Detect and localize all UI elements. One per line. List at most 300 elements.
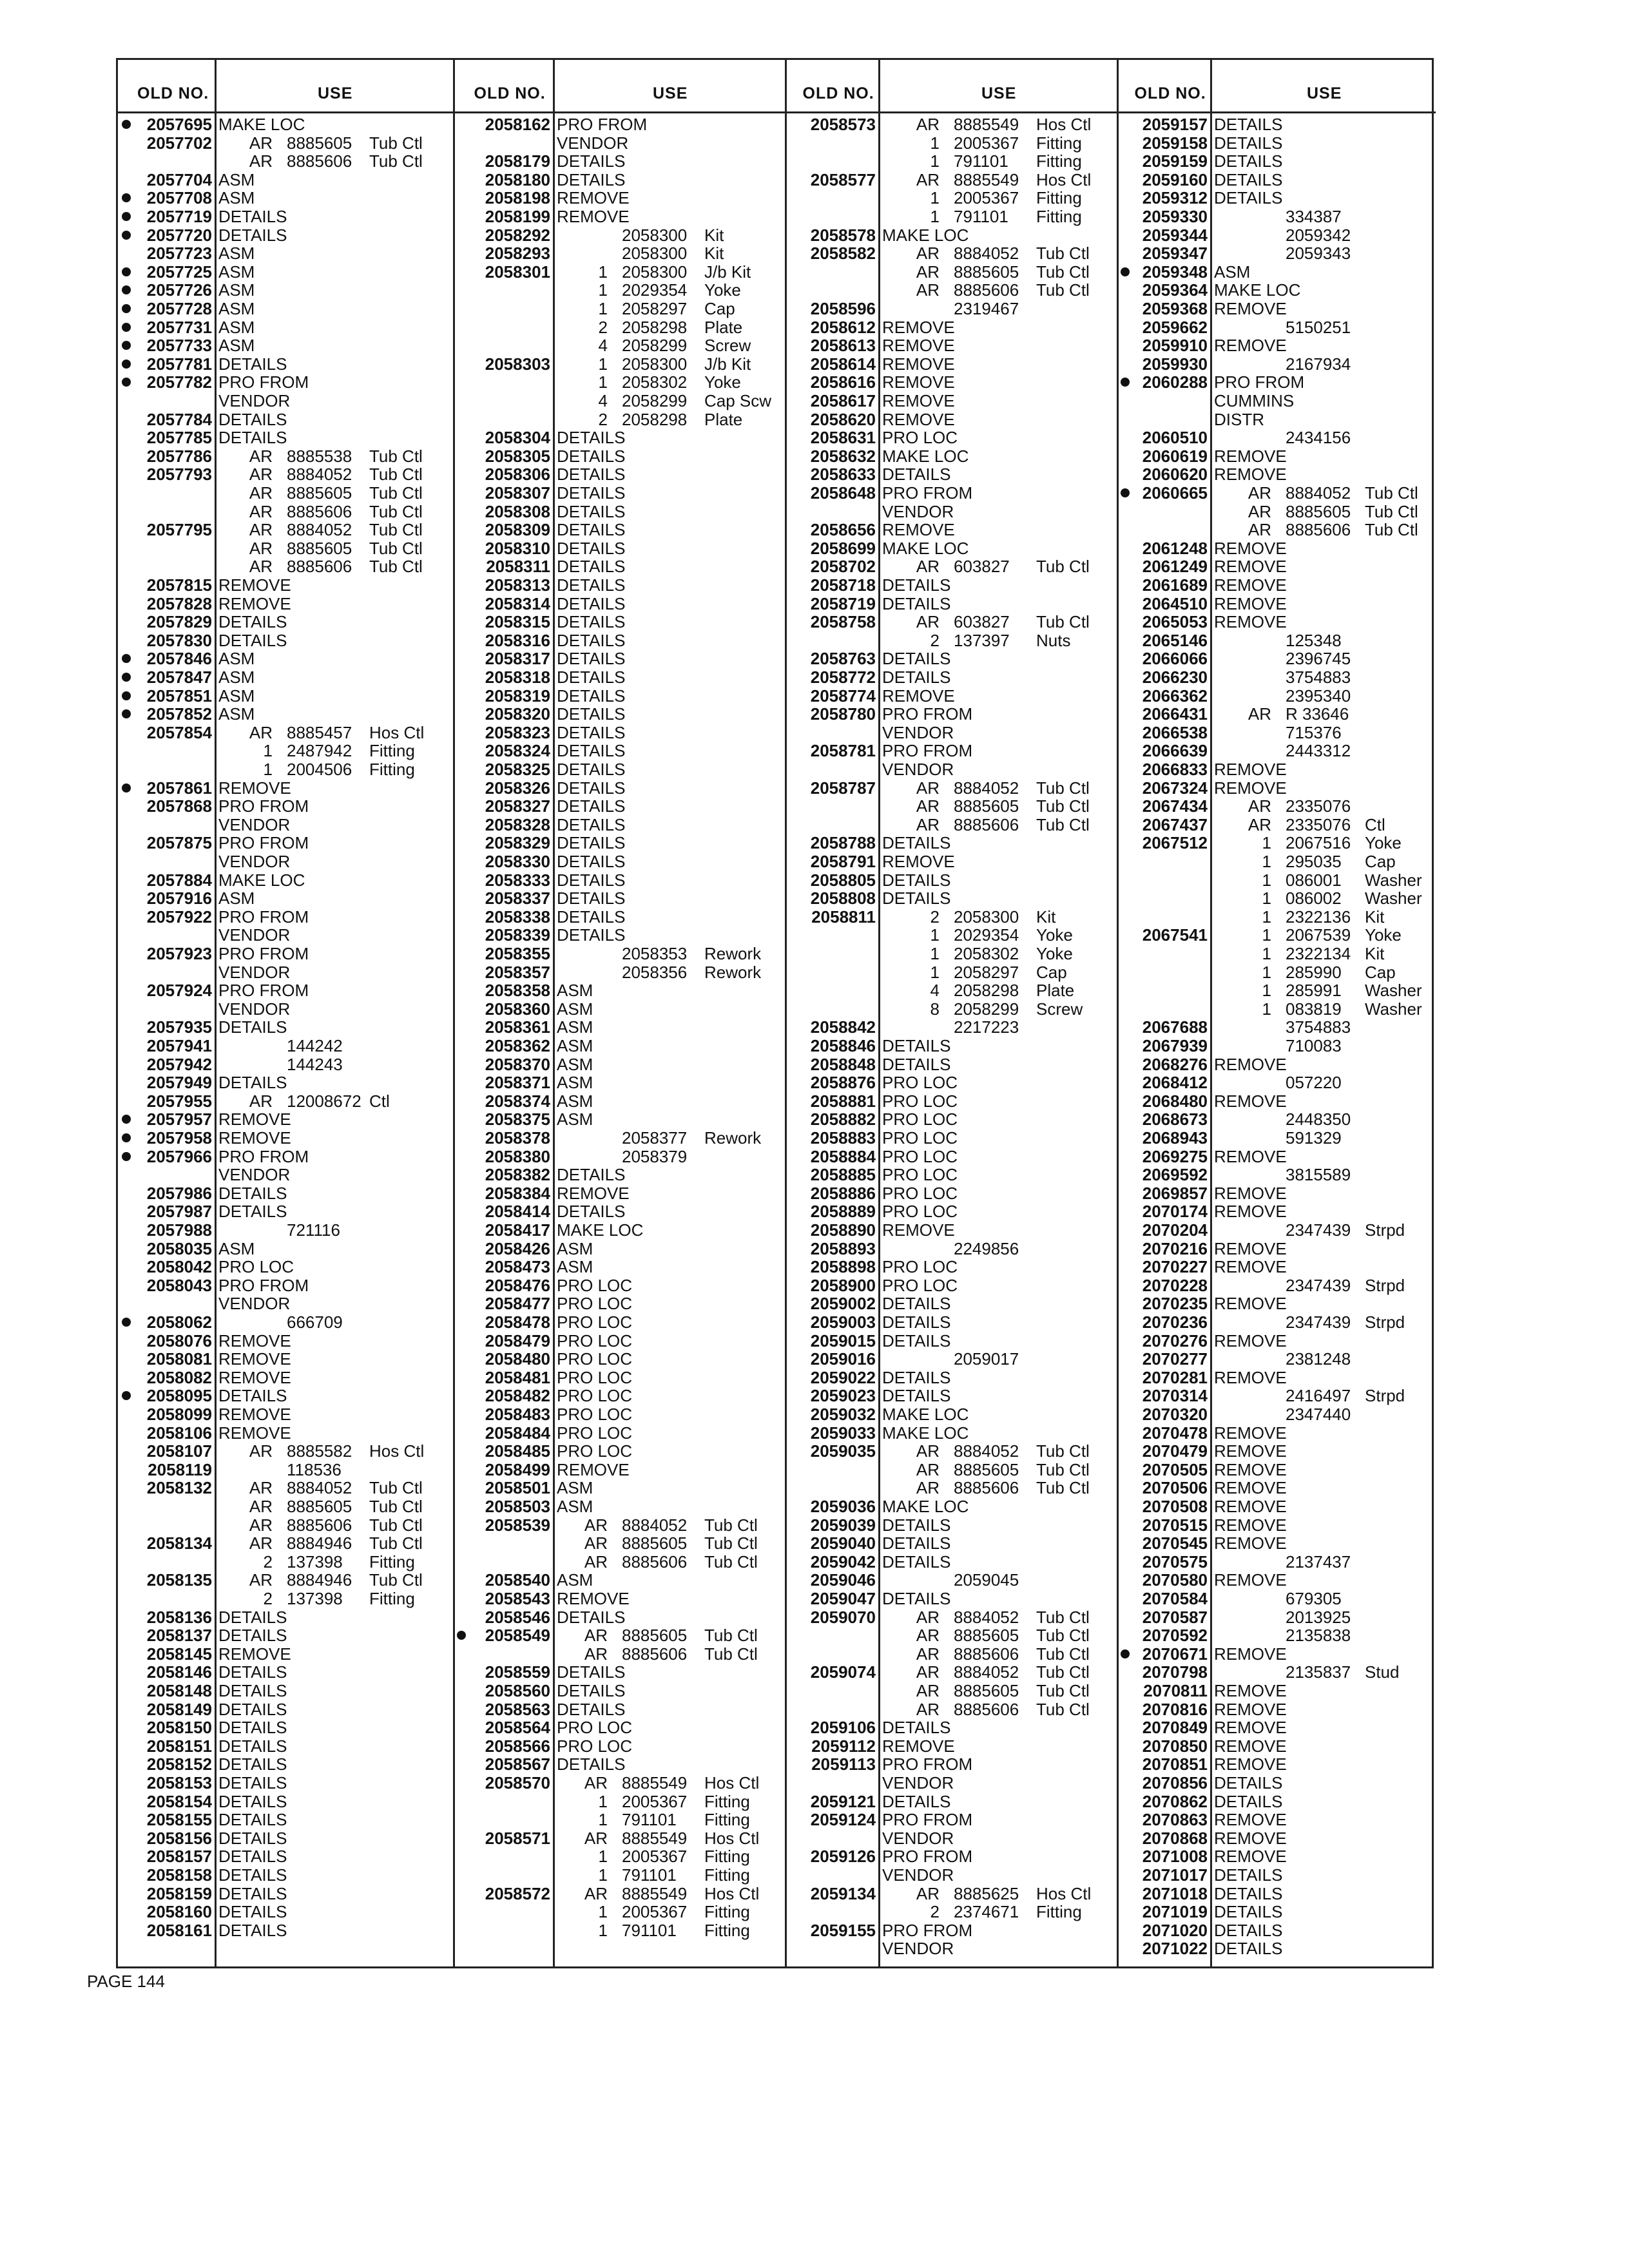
table-row xyxy=(118,1110,453,1129)
use-code: MAKE LOC xyxy=(882,1405,969,1424)
table-row xyxy=(1117,1387,1436,1405)
use-code: DETAILS xyxy=(882,889,951,908)
use-code: DETAILS xyxy=(882,649,951,669)
quantity: 4 xyxy=(598,336,608,356)
old-part-number: 2058180 xyxy=(485,169,550,189)
part-description: Hos Ctl xyxy=(1036,169,1092,189)
use-code: REMOVE xyxy=(557,1183,630,1203)
use-code: PRO LOC xyxy=(218,1257,294,1277)
table-row xyxy=(1117,1939,1436,1958)
quantity: 1 xyxy=(930,188,940,208)
table-row xyxy=(1117,1479,1436,1497)
table-row xyxy=(785,1405,1117,1424)
use-code: ASM xyxy=(557,1073,593,1093)
table-column xyxy=(1117,60,1436,1966)
old-part-number: 2058162 xyxy=(485,115,550,134)
quantity: 1 xyxy=(930,207,940,226)
use-code: PRO FROM xyxy=(218,944,309,963)
table-row xyxy=(785,926,1117,945)
use-code: REMOVE xyxy=(1214,336,1287,356)
table-row xyxy=(453,576,785,595)
new-part-number: 8885606 xyxy=(287,501,352,521)
new-part-number: 8885606 xyxy=(287,557,352,577)
table-row xyxy=(453,1921,785,1940)
quantity: AR xyxy=(249,557,273,577)
use-code: DETAILS xyxy=(882,1386,951,1406)
part-description: Rework xyxy=(704,944,762,963)
part-description: Tub Ctl xyxy=(369,483,423,503)
table-row xyxy=(118,945,453,963)
part-description: Plate xyxy=(704,317,743,337)
new-part-number: 8884052 xyxy=(287,520,352,540)
new-part-number: 715376 xyxy=(1286,722,1342,742)
table-row xyxy=(785,908,1117,927)
table-row xyxy=(453,1221,785,1240)
old-part-number: 2058150 xyxy=(146,1718,212,1738)
table-row xyxy=(785,649,1117,668)
part-description: Cap xyxy=(1365,852,1396,871)
table-row xyxy=(1117,926,1436,945)
use-code: PRO LOC xyxy=(557,1405,633,1424)
old-part-number: 2058371 xyxy=(485,1073,550,1093)
table-row xyxy=(453,373,785,392)
bullet-icon xyxy=(122,378,131,387)
old-part-number: 2059160 xyxy=(1142,169,1208,189)
table-row xyxy=(785,1110,1117,1129)
use-code: DETAILS xyxy=(218,225,287,245)
header-divider xyxy=(215,60,217,111)
quantity: AR xyxy=(249,1478,273,1498)
use-code: DETAILS xyxy=(557,1662,626,1682)
old-part-number: 2058198 xyxy=(485,188,550,208)
use-code: VENDOR xyxy=(218,999,291,1019)
use-code: REMOVE xyxy=(1214,575,1287,595)
table-row xyxy=(785,871,1117,890)
table-row xyxy=(453,226,785,245)
old-part-number: 2058484 xyxy=(485,1423,550,1443)
old-part-number: 2057846 xyxy=(146,649,212,669)
quantity: 2 xyxy=(930,630,940,650)
new-part-number: 2004506 xyxy=(287,760,352,779)
table-row xyxy=(453,631,785,650)
table-row xyxy=(118,631,453,650)
use-code: REMOVE xyxy=(1214,1257,1287,1277)
old-part-number: 2058566 xyxy=(485,1736,550,1756)
quantity: 1 xyxy=(598,354,608,374)
quantity: AR xyxy=(584,1515,608,1535)
old-part-number: 2057782 xyxy=(146,372,212,392)
table-row xyxy=(118,1885,453,1903)
quantity: 1 xyxy=(263,741,273,761)
old-part-number: 2070479 xyxy=(1142,1441,1208,1461)
quantity: 1 xyxy=(598,280,608,300)
old-part-number: 2058788 xyxy=(810,833,876,853)
old-part-number: 2058149 xyxy=(146,1699,212,1719)
bullet-icon xyxy=(122,120,131,129)
table-row xyxy=(1117,171,1436,189)
header-divider xyxy=(553,60,555,111)
part-description: Tub Ctl xyxy=(369,501,423,521)
table-row xyxy=(1117,1258,1436,1276)
quantity: AR xyxy=(584,1533,608,1553)
old-part-number: 2058324 xyxy=(485,741,550,761)
table-row xyxy=(785,1663,1117,1682)
use-code: DETAILS xyxy=(218,1754,287,1774)
use-code: PRO LOC xyxy=(882,1073,958,1093)
table-row xyxy=(118,521,453,539)
use-code: REMOVE xyxy=(1214,778,1287,798)
quantity: AR xyxy=(249,483,273,503)
old-part-number: 2057941 xyxy=(146,1036,212,1055)
old-part-number: 2058612 xyxy=(810,317,876,337)
old-part-number: 2057851 xyxy=(146,686,212,706)
old-part-number: 2058414 xyxy=(485,1202,550,1222)
use-code: MAKE LOC xyxy=(218,115,305,134)
table-row xyxy=(785,1792,1117,1811)
old-part-number: 2058082 xyxy=(146,1367,212,1387)
table-row xyxy=(1117,1073,1436,1092)
old-part-number: 2058382 xyxy=(485,1165,550,1185)
old-part-number: 2058328 xyxy=(485,814,550,834)
part-description: Fitting xyxy=(369,1552,415,1571)
table-row xyxy=(1117,465,1436,484)
table-row xyxy=(118,226,453,245)
old-part-number: 2058337 xyxy=(485,889,550,908)
old-part-number: 2059134 xyxy=(810,1883,876,1903)
old-part-number: 2070862 xyxy=(1142,1791,1208,1811)
quantity: 1 xyxy=(930,151,940,171)
old-part-number: 2058473 xyxy=(485,1257,550,1277)
table-row xyxy=(785,889,1117,908)
new-part-number: 8885606 xyxy=(1286,520,1351,540)
use-code: REMOVE xyxy=(882,317,955,337)
part-description: Tub Ctl xyxy=(369,1533,423,1553)
part-description: Cap xyxy=(704,299,735,318)
old-part-number: 2057852 xyxy=(146,704,212,724)
quantity: AR xyxy=(584,1552,608,1571)
table-row xyxy=(118,576,453,595)
old-part-number: 2058370 xyxy=(485,1054,550,1074)
quantity: AR xyxy=(916,612,940,632)
old-part-number: 2057784 xyxy=(146,409,212,429)
part-description: Screw xyxy=(1036,999,1083,1019)
old-part-number: 2070236 xyxy=(1142,1312,1208,1332)
new-part-number: 8885538 xyxy=(287,446,352,466)
new-part-number: 591329 xyxy=(1286,1128,1342,1148)
table-row xyxy=(785,1829,1117,1848)
table-row xyxy=(785,134,1117,153)
table-row xyxy=(1117,631,1436,650)
use-code: DETAILS xyxy=(1214,1791,1283,1811)
old-part-number: 2059022 xyxy=(810,1367,876,1387)
old-part-number: 2059003 xyxy=(810,1312,876,1332)
old-part-number: 2059155 xyxy=(810,1920,876,1940)
old-part-number: 2057986 xyxy=(146,1183,212,1203)
old-part-number: 2070276 xyxy=(1142,1331,1208,1350)
table-row xyxy=(453,742,785,760)
new-part-number: 2448350 xyxy=(1286,1110,1351,1129)
table-row xyxy=(785,1332,1117,1350)
table-row xyxy=(453,1442,785,1461)
old-part-number: 2058314 xyxy=(485,593,550,613)
header-old-no: OLD NO. xyxy=(802,84,874,102)
part-description: Fitting xyxy=(704,1902,750,1922)
table-row xyxy=(1117,1885,1436,1903)
quantity: 1 xyxy=(1262,889,1271,908)
table-row xyxy=(785,1479,1117,1497)
table-row xyxy=(785,576,1117,595)
use-code: REMOVE xyxy=(882,409,955,429)
table-row xyxy=(785,1369,1117,1387)
table-row xyxy=(118,1350,453,1369)
old-part-number: 2067512 xyxy=(1142,833,1208,853)
use-code: ASM xyxy=(1214,262,1251,282)
use-code: REMOVE xyxy=(882,1736,955,1756)
use-code: REMOVE xyxy=(557,1459,630,1479)
part-description: Tub Ctl xyxy=(704,1626,758,1646)
use-code: VENDOR xyxy=(218,962,291,982)
table-row xyxy=(453,816,785,834)
table-row xyxy=(1117,1737,1436,1756)
table-row xyxy=(118,1645,453,1664)
table-row xyxy=(453,1792,785,1811)
old-part-number: 2070545 xyxy=(1142,1533,1208,1553)
old-part-number: 2058292 xyxy=(485,225,550,245)
table-row xyxy=(1117,1461,1436,1479)
table-row xyxy=(118,428,453,447)
use-code: DETAILS xyxy=(557,1202,626,1222)
part-description: Tub Ctl xyxy=(369,538,423,558)
use-code: VENDOR xyxy=(882,1865,954,1885)
table-row xyxy=(1117,1718,1436,1737)
table-row xyxy=(118,300,453,318)
table-row xyxy=(785,1294,1117,1313)
table-row xyxy=(453,981,785,1000)
part-description: Kit xyxy=(1365,944,1385,963)
table-row xyxy=(118,373,453,392)
use-code: ASM xyxy=(557,981,593,1001)
part-description: Yoke xyxy=(1036,944,1073,963)
table-row xyxy=(1117,1921,1436,1940)
part-description: Tub Ctl xyxy=(1365,483,1418,503)
table-row xyxy=(1117,742,1436,760)
table-row xyxy=(1117,1037,1436,1055)
table-row xyxy=(453,557,785,576)
use-code: REMOVE xyxy=(557,207,630,226)
use-code: REMOVE xyxy=(1214,1441,1287,1461)
quantity: AR xyxy=(249,151,273,171)
old-part-number: 2058648 xyxy=(810,483,876,503)
quantity: AR xyxy=(916,1478,940,1498)
table-row xyxy=(785,1055,1117,1074)
old-part-number: 2059368 xyxy=(1142,299,1208,318)
table-column xyxy=(453,60,787,1966)
use-code: DETAILS xyxy=(557,446,626,466)
old-part-number: 2059070 xyxy=(810,1607,876,1627)
old-part-number: 2065146 xyxy=(1142,630,1208,650)
table-row xyxy=(453,889,785,908)
quantity: 4 xyxy=(598,391,608,410)
new-part-number: 679305 xyxy=(1286,1589,1342,1608)
use-code: REMOVE xyxy=(1214,1515,1287,1535)
use-code: DETAILS xyxy=(218,1718,287,1738)
use-code: PRO LOC xyxy=(882,1091,958,1111)
old-part-number: 2058355 xyxy=(485,944,550,963)
bullet-icon xyxy=(122,212,131,221)
old-part-number: 2070856 xyxy=(1142,1773,1208,1792)
table-row xyxy=(785,392,1117,410)
table-row xyxy=(118,1369,453,1387)
quantity: AR xyxy=(249,1091,273,1111)
table-row xyxy=(453,1110,785,1129)
use-code: DETAILS xyxy=(557,612,626,632)
old-part-number: 2070592 xyxy=(1142,1626,1208,1646)
table-row xyxy=(118,1405,453,1424)
old-part-number: 2057935 xyxy=(146,1017,212,1037)
use-code: ASM xyxy=(218,649,255,669)
use-code: REMOVE xyxy=(557,1589,630,1608)
old-part-number: 2059930 xyxy=(1142,354,1208,374)
old-part-number: 2059344 xyxy=(1142,225,1208,245)
quantity: AR xyxy=(1248,483,1271,503)
table-row xyxy=(785,1424,1117,1443)
table-row xyxy=(118,1037,453,1055)
table-row xyxy=(785,300,1117,318)
use-code: DETAILS xyxy=(557,1165,626,1185)
old-part-number: 2057793 xyxy=(146,465,212,485)
table-row xyxy=(1117,576,1436,595)
table-row xyxy=(453,1774,785,1792)
table-row xyxy=(785,724,1117,742)
table-row xyxy=(785,226,1117,245)
use-code: REMOVE xyxy=(218,1405,291,1424)
table-row xyxy=(453,668,785,687)
table-row xyxy=(785,539,1117,558)
part-description: Tub Ctl xyxy=(1036,1681,1090,1700)
table-row xyxy=(1117,1497,1436,1516)
header-use: USE xyxy=(318,84,353,102)
table-row xyxy=(453,1350,785,1369)
table-row xyxy=(785,668,1117,687)
header-use: USE xyxy=(1307,84,1342,102)
old-part-number: 2058898 xyxy=(810,1257,876,1277)
old-part-number: 2058384 xyxy=(485,1183,550,1203)
old-part-number: 2058360 xyxy=(485,999,550,1019)
part-description: Cap xyxy=(1036,962,1067,982)
old-part-number: 2057785 xyxy=(146,428,212,448)
table-row xyxy=(1117,852,1436,871)
old-part-number: 2058479 xyxy=(485,1331,550,1350)
column-header xyxy=(785,60,1117,113)
table-row xyxy=(453,281,785,300)
old-part-number: 2065053 xyxy=(1142,612,1208,632)
old-part-number: 2057847 xyxy=(146,668,212,687)
use-code: REMOVE xyxy=(1214,1367,1287,1387)
part-description: Tub Ctl xyxy=(369,151,423,171)
table-row xyxy=(118,1755,453,1774)
old-part-number: 2058309 xyxy=(485,520,550,540)
new-part-number: 8885549 xyxy=(622,1773,688,1792)
old-part-number: 2059159 xyxy=(1142,151,1208,171)
old-part-number: 2058323 xyxy=(485,722,550,742)
old-part-number: 2058378 xyxy=(485,1128,550,1148)
old-part-number: 2058613 xyxy=(810,336,876,356)
table-row xyxy=(785,1313,1117,1332)
table-row xyxy=(118,1461,453,1479)
part-description: Rework xyxy=(704,1128,762,1148)
table-row xyxy=(453,1018,785,1037)
use-code: REMOVE xyxy=(1214,1736,1287,1756)
table-row xyxy=(1117,1240,1436,1258)
use-code: REMOVE xyxy=(218,778,291,798)
quantity: 1 xyxy=(930,133,940,153)
use-code: DETAILS xyxy=(557,907,626,927)
old-part-number: 2057957 xyxy=(146,1110,212,1129)
use-code: DETAILS xyxy=(557,1699,626,1719)
table-row xyxy=(1117,1847,1436,1866)
old-part-number: 2059312 xyxy=(1142,188,1208,208)
old-part-number: 2058320 xyxy=(485,704,550,724)
table-row xyxy=(118,1792,453,1811)
table-row xyxy=(118,852,453,871)
new-part-number: 791101 xyxy=(622,1920,677,1940)
use-code: DETAILS xyxy=(1214,1939,1283,1959)
use-code: DETAILS xyxy=(882,1589,951,1608)
table-row xyxy=(453,1663,785,1682)
old-part-number: 2070798 xyxy=(1142,1662,1208,1682)
old-part-number: 2058632 xyxy=(810,446,876,466)
table-row xyxy=(453,1590,785,1608)
use-code: MAKE LOC xyxy=(1214,280,1301,300)
new-part-number: 2058299 xyxy=(954,999,1019,1019)
new-part-number: 2058300 xyxy=(622,225,688,245)
use-code: DETAILS xyxy=(218,409,287,429)
new-part-number: 8885582 xyxy=(287,1441,352,1461)
table-row xyxy=(785,373,1117,392)
new-part-number: 2059343 xyxy=(1286,244,1351,264)
use-code: ASM xyxy=(218,668,255,687)
use-code: DETAILS xyxy=(557,428,626,448)
use-code: DETAILS xyxy=(218,630,287,650)
part-description: Fitting xyxy=(1036,188,1082,208)
quantity: AR xyxy=(1248,501,1271,521)
table-row xyxy=(118,687,453,706)
table-row xyxy=(453,1755,785,1774)
new-part-number: 2005367 xyxy=(622,1847,688,1867)
use-code: DETAILS xyxy=(882,833,951,853)
old-part-number: 2058571 xyxy=(485,1828,550,1848)
table-row xyxy=(453,484,785,503)
use-code: PRO FROM xyxy=(882,741,973,761)
old-part-number: 2068412 xyxy=(1142,1073,1208,1093)
new-part-number: 2335076 xyxy=(1286,796,1351,816)
old-part-number: 2058483 xyxy=(485,1405,550,1424)
table-row xyxy=(118,1294,453,1313)
use-code: ASM xyxy=(557,1017,593,1037)
table-row xyxy=(1117,1350,1436,1369)
quantity: AR xyxy=(249,446,273,466)
old-part-number: 2070851 xyxy=(1142,1754,1208,1774)
old-part-number: 2060510 xyxy=(1142,428,1208,448)
old-part-number: 2059016 xyxy=(810,1349,876,1369)
new-part-number: 137398 xyxy=(287,1589,343,1608)
old-part-number: 2058620 xyxy=(810,409,876,429)
old-part-number: 2058310 xyxy=(485,538,550,558)
old-part-number: 2058811 xyxy=(811,907,876,927)
use-code: PRO FROM xyxy=(218,907,309,927)
table-row xyxy=(785,1276,1117,1295)
header-divider xyxy=(878,60,880,111)
